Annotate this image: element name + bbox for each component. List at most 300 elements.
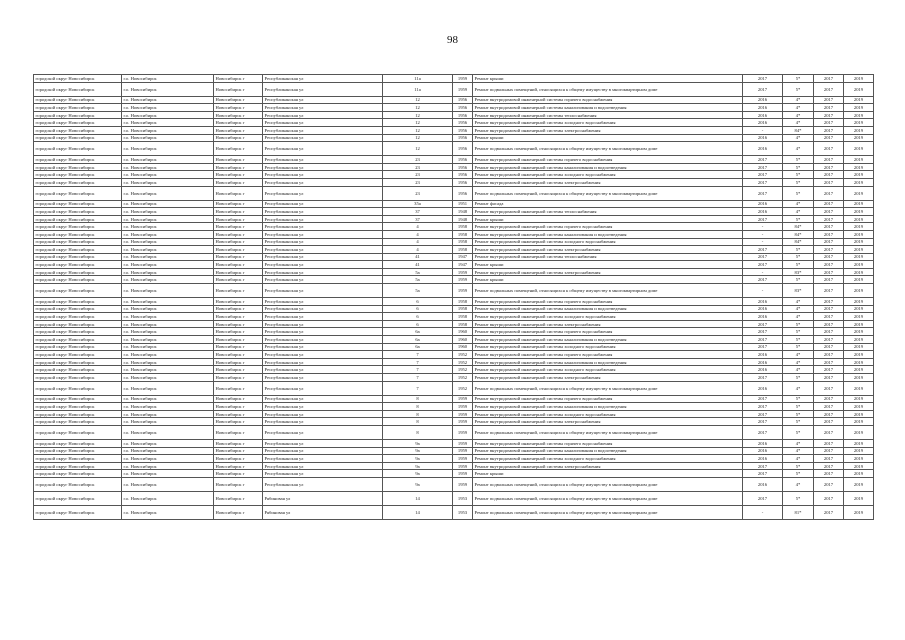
- house-number-cell: 7: [383, 381, 453, 395]
- table-row: [34, 425, 874, 439]
- municipality-cell: городской округ Новосибирск: [34, 313, 122, 321]
- district-cell: г.о. Новосибирск: [122, 134, 214, 142]
- house-number-cell: 8: [383, 418, 453, 426]
- build-year-cell: 1958: [453, 320, 473, 328]
- survey-year-cell: 2016: [743, 104, 783, 112]
- street-cell: Республиканская ул: [263, 230, 383, 238]
- end-year-cell: 2019: [844, 358, 874, 366]
- city-cell: Новосибирск г: [214, 215, 263, 223]
- end-year-cell: 2019: [844, 505, 874, 519]
- survey-year-cell: 2016: [743, 358, 783, 366]
- work-type-cell: Ремонт внутридомовой инженерной системы канализования и водоотведения: [473, 104, 743, 112]
- start-year-cell: 2017: [814, 477, 844, 491]
- work-type-cell: Ремонт внутридомовой инженерной системы холодного водоснабжения: [473, 238, 743, 246]
- build-year-cell: 1956: [453, 126, 473, 134]
- street-cell: Республиканская ул: [263, 358, 383, 366]
- work-type-cell: Ремонт внутридомовой инженерной системы канализования и водоотведения: [473, 230, 743, 238]
- end-year-cell: 2019: [844, 82, 874, 96]
- survey-year-cell: 2017: [743, 163, 783, 171]
- build-year-cell: 1956: [453, 134, 473, 142]
- build-year-cell: 1956: [453, 119, 473, 127]
- city-cell: Новосибирск г: [214, 381, 263, 395]
- street-cell: Республиканская ул: [263, 395, 383, 403]
- work-type-cell: Ремонт внутридомовой инженерной системы электроснабжения: [473, 178, 743, 186]
- survey-year-cell: 2017: [743, 186, 783, 200]
- municipality-cell: городской округ Новосибирск: [34, 328, 122, 336]
- table-row: [34, 351, 874, 359]
- start-year-cell: 2017: [814, 178, 844, 186]
- work-type-cell: Ремонт фасада: [473, 200, 743, 208]
- work-type-cell: Ремонт внутридомовой инженерной системы канализования и водоотведения: [473, 403, 743, 411]
- start-year-cell: 2017: [814, 455, 844, 463]
- survey-year-cell: 2017: [743, 462, 783, 470]
- street-cell: Республиканская ул: [263, 366, 383, 374]
- municipality-cell: городской округ Новосибирск: [34, 276, 122, 284]
- house-number-cell: 7: [383, 351, 453, 359]
- wear-cell: 4*: [783, 455, 814, 463]
- build-year-cell: 1959: [453, 425, 473, 439]
- survey-year-cell: -: [743, 505, 783, 519]
- house-number-cell: 8: [383, 403, 453, 411]
- wear-cell: 83*: [783, 268, 814, 276]
- street-cell: Республиканская ул: [263, 126, 383, 134]
- wear-cell: 83*: [783, 284, 814, 298]
- wear-cell: 4*: [783, 200, 814, 208]
- city-cell: Новосибирск г: [214, 336, 263, 344]
- table-row: [34, 477, 874, 491]
- start-year-cell: 2017: [814, 447, 844, 455]
- table-row: [34, 238, 874, 246]
- district-cell: г.о. Новосибирск: [122, 320, 214, 328]
- district-cell: г.о. Новосибирск: [122, 200, 214, 208]
- work-type-cell: Ремонт внутридомовой инженерной системы электроснабжения: [473, 374, 743, 382]
- build-year-cell: 1959: [453, 477, 473, 491]
- start-year-cell: 2017: [814, 276, 844, 284]
- end-year-cell: 2019: [844, 418, 874, 426]
- table-body: [34, 75, 874, 520]
- end-year-cell: 2019: [844, 268, 874, 276]
- district-cell: г.о. Новосибирск: [122, 126, 214, 134]
- municipality-cell: городской округ Новосибирск: [34, 119, 122, 127]
- house-number-cell: 23: [383, 163, 453, 171]
- work-type-cell: Ремонт внутридомовой инженерной системы электроснабжения: [473, 320, 743, 328]
- end-year-cell: 2019: [844, 223, 874, 231]
- survey-year-cell: 2016: [743, 142, 783, 156]
- street-cell: Республиканская ул: [263, 447, 383, 455]
- district-cell: г.о. Новосибирск: [122, 447, 214, 455]
- end-year-cell: 2019: [844, 261, 874, 269]
- municipality-cell: городской округ Новосибирск: [34, 246, 122, 254]
- street-cell: Республиканская ул: [263, 171, 383, 179]
- street-cell: Республиканская ул: [263, 223, 383, 231]
- street-cell: Республиканская ул: [263, 104, 383, 112]
- work-type-cell: Ремонт подвальных помещений, относящихся к общему имуществу в многоквартирном доме: [473, 505, 743, 519]
- table-row: [34, 156, 874, 164]
- house-number-cell: 8: [383, 395, 453, 403]
- end-year-cell: 2019: [844, 284, 874, 298]
- start-year-cell: 2017: [814, 253, 844, 261]
- wear-cell: 5*: [783, 403, 814, 411]
- survey-year-cell: 2017: [743, 403, 783, 411]
- city-cell: Новосибирск г: [214, 82, 263, 96]
- wear-cell: 5*: [783, 276, 814, 284]
- table-row: [34, 208, 874, 216]
- district-cell: г.о. Новосибирск: [122, 82, 214, 96]
- city-cell: Новосибирск г: [214, 200, 263, 208]
- municipality-cell: городской округ Новосибирск: [34, 425, 122, 439]
- city-cell: Новосибирск г: [214, 491, 263, 505]
- city-cell: Новосибирск г: [214, 439, 263, 447]
- build-year-cell: 1959: [453, 439, 473, 447]
- build-year-cell: 1956: [453, 178, 473, 186]
- street-cell: Республиканская ул: [263, 134, 383, 142]
- municipality-cell: городской округ Новосибирск: [34, 439, 122, 447]
- start-year-cell: 2017: [814, 343, 844, 351]
- wear-cell: 5*: [783, 163, 814, 171]
- house-number-cell: 12: [383, 104, 453, 112]
- build-year-cell: 1960: [453, 328, 473, 336]
- work-type-cell: Ремонт внутридомовой инженерной системы электроснабжения: [473, 246, 743, 254]
- build-year-cell: 1956: [453, 96, 473, 104]
- survey-year-cell: 2017: [743, 215, 783, 223]
- work-type-cell: Ремонт внутридомовой инженерной системы канализования и водоотведения: [473, 358, 743, 366]
- end-year-cell: 2019: [844, 215, 874, 223]
- house-number-cell: 6а: [383, 328, 453, 336]
- district-cell: г.о. Новосибирск: [122, 215, 214, 223]
- district-cell: г.о. Новосибирск: [122, 381, 214, 395]
- city-cell: Новосибирск г: [214, 284, 263, 298]
- municipality-cell: городской округ Новосибирск: [34, 336, 122, 344]
- work-type-cell: Ремонт внутридомовой инженерной системы канализования и водоотведения: [473, 447, 743, 455]
- start-year-cell: 2017: [814, 470, 844, 478]
- house-number-cell: 23: [383, 186, 453, 200]
- table-row: [34, 298, 874, 306]
- table-row: [34, 305, 874, 313]
- city-cell: Новосибирск г: [214, 447, 263, 455]
- end-year-cell: 2019: [844, 276, 874, 284]
- survey-year-cell: 2017: [743, 82, 783, 96]
- district-cell: г.о. Новосибирск: [122, 505, 214, 519]
- city-cell: Новосибирск г: [214, 470, 263, 478]
- city-cell: Новосибирск г: [214, 313, 263, 321]
- city-cell: Новосибирск г: [214, 462, 263, 470]
- end-year-cell: 2019: [844, 156, 874, 164]
- survey-year-cell: 2016: [743, 298, 783, 306]
- district-cell: г.о. Новосибирск: [122, 142, 214, 156]
- district-cell: г.о. Новосибирск: [122, 238, 214, 246]
- municipality-cell: городской округ Новосибирск: [34, 104, 122, 112]
- municipality-cell: городской округ Новосибирск: [34, 381, 122, 395]
- end-year-cell: 2019: [844, 163, 874, 171]
- city-cell: Новосибирск г: [214, 126, 263, 134]
- district-cell: г.о. Новосибирск: [122, 268, 214, 276]
- work-type-cell: Ремонт внутридомовой инженерной системы электроснабжения: [473, 462, 743, 470]
- street-cell: Республиканская ул: [263, 246, 383, 254]
- house-number-cell: 23: [383, 178, 453, 186]
- district-cell: г.о. Новосибирск: [122, 462, 214, 470]
- street-cell: Республиканская ул: [263, 119, 383, 127]
- municipality-cell: городской округ Новосибирск: [34, 163, 122, 171]
- table-row: [34, 320, 874, 328]
- work-type-cell: Ремонт подвальных помещений, относящихся к общему имуществу в многоквартирном доме: [473, 477, 743, 491]
- survey-year-cell: 2017: [743, 156, 783, 164]
- survey-year-cell: 2016: [743, 439, 783, 447]
- table-row: [34, 491, 874, 505]
- start-year-cell: 2017: [814, 284, 844, 298]
- municipality-cell: городской округ Новосибирск: [34, 111, 122, 119]
- municipality-cell: городской округ Новосибирск: [34, 186, 122, 200]
- table-row: [34, 439, 874, 447]
- end-year-cell: 2019: [844, 320, 874, 328]
- wear-cell: 5*: [783, 328, 814, 336]
- end-year-cell: 2019: [844, 462, 874, 470]
- build-year-cell: 1947: [453, 261, 473, 269]
- build-year-cell: 1956: [453, 171, 473, 179]
- street-cell: Республиканская ул: [263, 96, 383, 104]
- work-type-cell: Ремонт внутридомовой инженерной системы канализования и водоотведения: [473, 305, 743, 313]
- start-year-cell: 2017: [814, 439, 844, 447]
- city-cell: Новосибирск г: [214, 395, 263, 403]
- city-cell: Новосибирск г: [214, 156, 263, 164]
- survey-year-cell: 2016: [743, 477, 783, 491]
- municipality-cell: городской округ Новосибирск: [34, 208, 122, 216]
- start-year-cell: 2017: [814, 358, 844, 366]
- build-year-cell: 1956: [453, 104, 473, 112]
- city-cell: Новосибирск г: [214, 111, 263, 119]
- district-cell: г.о. Новосибирск: [122, 276, 214, 284]
- survey-year-cell: 2017: [743, 171, 783, 179]
- start-year-cell: 2017: [814, 230, 844, 238]
- start-year-cell: 2017: [814, 223, 844, 231]
- wear-cell: 4*: [783, 381, 814, 395]
- street-cell: Республиканская ул: [263, 351, 383, 359]
- wear-cell: 4*: [783, 119, 814, 127]
- start-year-cell: 2017: [814, 104, 844, 112]
- survey-year-cell: 2016: [743, 111, 783, 119]
- city-cell: Новосибирск г: [214, 358, 263, 366]
- municipality-cell: городской округ Новосибирск: [34, 477, 122, 491]
- build-year-cell: 1952: [453, 366, 473, 374]
- city-cell: Новосибирск г: [214, 418, 263, 426]
- build-year-cell: 1958: [453, 305, 473, 313]
- house-number-cell: 9а: [383, 462, 453, 470]
- district-cell: г.о. Новосибирск: [122, 223, 214, 231]
- work-type-cell: Ремонт внутридомовой инженерной системы электроснабжения: [473, 268, 743, 276]
- municipality-cell: городской округ Новосибирск: [34, 284, 122, 298]
- district-cell: г.о. Новосибирск: [122, 470, 214, 478]
- work-type-cell: Ремонт внутридомовой инженерной системы горячего водоснабжения: [473, 439, 743, 447]
- house-number-cell: 23: [383, 171, 453, 179]
- build-year-cell: 1959: [453, 418, 473, 426]
- district-cell: г.о. Новосибирск: [122, 261, 214, 269]
- street-cell: Республиканская ул: [263, 470, 383, 478]
- start-year-cell: 2017: [814, 111, 844, 119]
- wear-cell: 4*: [783, 208, 814, 216]
- municipality-cell: городской округ Новосибирск: [34, 305, 122, 313]
- build-year-cell: 1959: [453, 410, 473, 418]
- wear-cell: 5*: [783, 82, 814, 96]
- table-row: [34, 358, 874, 366]
- survey-year-cell: -: [743, 126, 783, 134]
- district-cell: г.о. Новосибирск: [122, 163, 214, 171]
- survey-year-cell: 2016: [743, 455, 783, 463]
- district-cell: г.о. Новосибирск: [122, 477, 214, 491]
- district-cell: г.о. Новосибирск: [122, 439, 214, 447]
- house-number-cell: 35а: [383, 200, 453, 208]
- build-year-cell: 1958: [453, 230, 473, 238]
- wear-cell: 4*: [783, 134, 814, 142]
- street-cell: Республиканская ул: [263, 313, 383, 321]
- district-cell: г.о. Новосибирск: [122, 111, 214, 119]
- end-year-cell: 2019: [844, 134, 874, 142]
- start-year-cell: 2017: [814, 351, 844, 359]
- work-type-cell: Ремонт крыши: [473, 134, 743, 142]
- survey-year-cell: -: [743, 223, 783, 231]
- municipality-cell: городской округ Новосибирск: [34, 366, 122, 374]
- start-year-cell: 2017: [814, 395, 844, 403]
- street-cell: Республиканская ул: [263, 298, 383, 306]
- work-type-cell: Ремонт внутридомовой инженерной системы горячего водоснабжения: [473, 351, 743, 359]
- table-row: [34, 313, 874, 321]
- build-year-cell: 1952: [453, 351, 473, 359]
- end-year-cell: 2019: [844, 104, 874, 112]
- wear-cell: 4*: [783, 104, 814, 112]
- table-row: [34, 246, 874, 254]
- house-number-cell: 7: [383, 374, 453, 382]
- start-year-cell: 2017: [814, 208, 844, 216]
- wear-cell: 5*: [783, 410, 814, 418]
- start-year-cell: 2017: [814, 313, 844, 321]
- city-cell: Новосибирск г: [214, 208, 263, 216]
- city-cell: Новосибирск г: [214, 119, 263, 127]
- district-cell: г.о. Новосибирск: [122, 75, 214, 83]
- wear-cell: 84*: [783, 230, 814, 238]
- municipality-cell: городской округ Новосибирск: [34, 230, 122, 238]
- table-row: [34, 410, 874, 418]
- survey-year-cell: 2017: [743, 491, 783, 505]
- city-cell: Новосибирск г: [214, 455, 263, 463]
- end-year-cell: 2019: [844, 470, 874, 478]
- house-number-cell: 14: [383, 491, 453, 505]
- city-cell: Новосибирск г: [214, 142, 263, 156]
- work-type-cell: Ремонт внутридомовой инженерной системы холодного водоснабжения: [473, 119, 743, 127]
- end-year-cell: 2019: [844, 246, 874, 254]
- survey-year-cell: -: [743, 230, 783, 238]
- work-type-cell: Ремонт внутридомовой инженерной системы канализования и водоотведения: [473, 336, 743, 344]
- start-year-cell: 2017: [814, 505, 844, 519]
- build-year-cell: 1948: [453, 208, 473, 216]
- street-cell: Республиканская ул: [263, 75, 383, 83]
- city-cell: Новосибирск г: [214, 276, 263, 284]
- house-number-cell: 9а: [383, 447, 453, 455]
- survey-year-cell: 2016: [743, 381, 783, 395]
- end-year-cell: 2019: [844, 313, 874, 321]
- municipality-cell: городской округ Новосибирск: [34, 462, 122, 470]
- build-year-cell: 1951: [453, 200, 473, 208]
- table-row: [34, 96, 874, 104]
- city-cell: Новосибирск г: [214, 163, 263, 171]
- house-number-cell: 37: [383, 208, 453, 216]
- street-cell: Республиканская ул: [263, 142, 383, 156]
- house-number-cell: 6а: [383, 336, 453, 344]
- house-number-cell: 4: [383, 238, 453, 246]
- table-row: [34, 119, 874, 127]
- city-cell: Новосибирск г: [214, 223, 263, 231]
- house-number-cell: 9а: [383, 477, 453, 491]
- municipality-cell: городской округ Новосибирск: [34, 395, 122, 403]
- street-cell: Республиканская ул: [263, 186, 383, 200]
- end-year-cell: 2019: [844, 208, 874, 216]
- survey-year-cell: -: [743, 268, 783, 276]
- district-cell: г.о. Новосибирск: [122, 246, 214, 254]
- table-row: [34, 215, 874, 223]
- end-year-cell: 2019: [844, 351, 874, 359]
- end-year-cell: 2019: [844, 491, 874, 505]
- district-cell: г.о. Новосибирск: [122, 230, 214, 238]
- house-number-cell: 6: [383, 320, 453, 328]
- district-cell: г.о. Новосибирск: [122, 358, 214, 366]
- work-type-cell: Ремонт крыши: [473, 215, 743, 223]
- end-year-cell: 2019: [844, 96, 874, 104]
- wear-cell: 4*: [783, 366, 814, 374]
- start-year-cell: 2017: [814, 200, 844, 208]
- wear-cell: 84*: [783, 126, 814, 134]
- build-year-cell: 1959: [453, 447, 473, 455]
- house-number-cell: 6а: [383, 343, 453, 351]
- city-cell: Новосибирск г: [214, 75, 263, 83]
- build-year-cell: 1947: [453, 253, 473, 261]
- district-cell: г.о. Новосибирск: [122, 374, 214, 382]
- start-year-cell: 2017: [814, 246, 844, 254]
- street-cell: Республиканская ул: [263, 374, 383, 382]
- start-year-cell: 2017: [814, 186, 844, 200]
- municipality-cell: городской округ Новосибирск: [34, 261, 122, 269]
- city-cell: Новосибирск г: [214, 505, 263, 519]
- build-year-cell: 1959: [453, 284, 473, 298]
- survey-year-cell: 2016: [743, 351, 783, 359]
- district-cell: г.о. Новосибирск: [122, 425, 214, 439]
- street-cell: Республиканская ул: [263, 111, 383, 119]
- street-cell: Республиканская ул: [263, 381, 383, 395]
- municipality-cell: городской округ Новосибирск: [34, 410, 122, 418]
- table-row: [34, 134, 874, 142]
- survey-year-cell: 2016: [743, 447, 783, 455]
- street-cell: Республиканская ул: [263, 328, 383, 336]
- house-number-cell: 6: [383, 298, 453, 306]
- street-cell: Республиканская ул: [263, 178, 383, 186]
- table-row: [34, 126, 874, 134]
- district-cell: г.о. Новосибирск: [122, 178, 214, 186]
- build-year-cell: 1948: [453, 215, 473, 223]
- end-year-cell: 2019: [844, 253, 874, 261]
- start-year-cell: 2017: [814, 336, 844, 344]
- wear-cell: 5*: [783, 320, 814, 328]
- survey-year-cell: 2017: [743, 320, 783, 328]
- end-year-cell: 2019: [844, 186, 874, 200]
- street-cell: Республиканская ул: [263, 253, 383, 261]
- survey-year-cell: 2017: [743, 336, 783, 344]
- district-cell: г.о. Новосибирск: [122, 343, 214, 351]
- table-row: [34, 230, 874, 238]
- build-year-cell: 1952: [453, 374, 473, 382]
- end-year-cell: 2019: [844, 343, 874, 351]
- table-row: [34, 186, 874, 200]
- work-type-cell: Ремонт подвальных помещений, относящихся к общему имуществу в многоквартирном доме: [473, 284, 743, 298]
- table-row: [34, 366, 874, 374]
- work-type-cell: Ремонт внутридомовой инженерной системы холодного водоснабжения: [473, 410, 743, 418]
- street-cell: Республиканская ул: [263, 208, 383, 216]
- city-cell: Новосибирск г: [214, 253, 263, 261]
